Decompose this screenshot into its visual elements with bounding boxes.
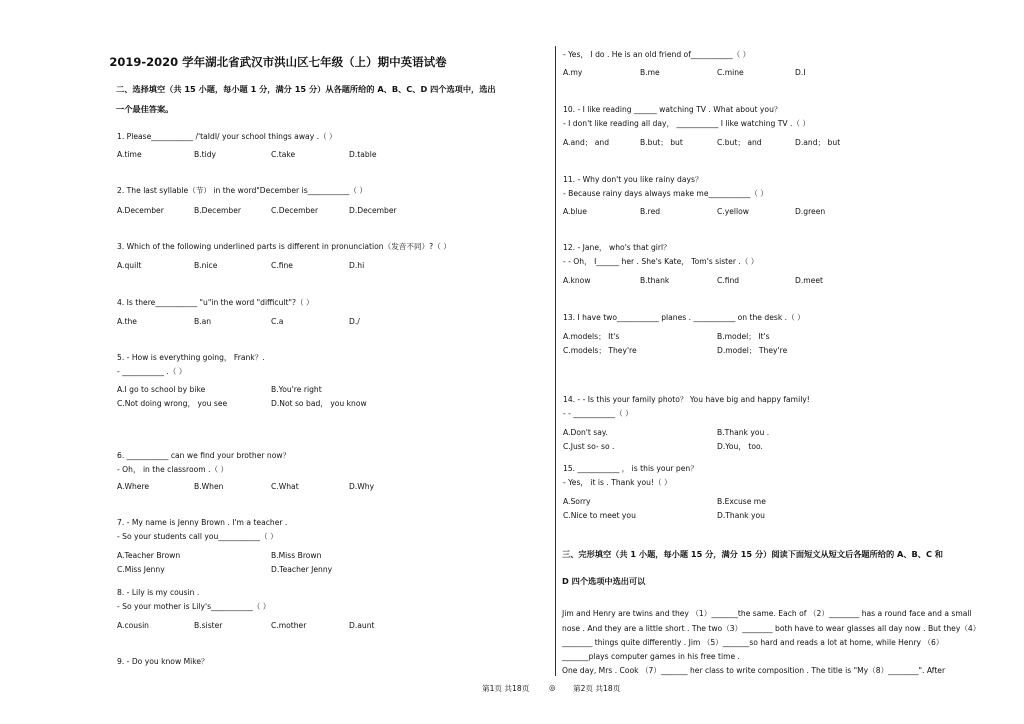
answer-option: D.Why [349, 482, 375, 491]
answer-option: D.hi [349, 261, 365, 270]
question-stem: - Oh， in the classroom .（ ） [117, 465, 229, 474]
answer-option: D.Teacher Jenny [271, 565, 333, 574]
answer-option: C.mine [717, 68, 744, 77]
question-stem: 1. Please___________ /'taIdI/ your school things away .（ ） [117, 132, 337, 141]
question-stem: - Yes， I do . He is an old friend of___________（ ） [563, 50, 751, 59]
answer-option: C.but； and [717, 138, 762, 147]
answer-option: B.thank [640, 276, 670, 285]
question-stem: 12. - Jane， who's that girl？ [563, 243, 671, 252]
answer-option: B.model； It's [717, 332, 770, 341]
answer-option: D.Not so bad， you know [271, 399, 367, 408]
answer-option: C.What [271, 482, 299, 491]
answer-option: C.a [271, 317, 284, 326]
passage-line: ________ things quite differently . Jim （5）_______so hard and reads a lot at home, while Henry （6） [562, 638, 944, 647]
answer-option: B.me [640, 68, 660, 77]
question-stem: 10. - I like reading ______ watching TV . What about you？ [563, 105, 782, 114]
answer-option: A.models； It's [563, 332, 620, 341]
answer-option: C.take [271, 150, 296, 159]
passage-line: nose . And they are a little short . The two（3）________ both have to wear glasses all day now . But they（4） [562, 624, 981, 633]
answer-option: A.cousin [117, 621, 149, 630]
question-stem: 3. Which of the following underlined parts is different in pronunciation（发音不同）?（ ） [117, 242, 451, 251]
section-two-heading-cont: D 四个选项中选出可以 [562, 576, 646, 586]
answer-option: A.and； and [563, 138, 610, 147]
section-two-heading: 三、完形填空（共 1 小题，每小题 15 分，满分 15 分）阅读下面短文从短文后各题所给的 A、B、C 和 [562, 549, 943, 559]
section-one-heading: 二、选择填空（共 15 小题，每小题 1 分，满分 15 分）从各题所给的 A、B、C、D 四个选项中，选出 [116, 84, 496, 94]
question-stem: 5. - How is everything going， Frank？. [117, 353, 265, 362]
answer-option: A.blue [563, 207, 587, 216]
question-stem: - So your students call you___________（ ） [117, 532, 278, 541]
answer-option: B.You're right [271, 385, 322, 394]
section-one-heading-cont: 一个最佳答案。 [116, 104, 174, 114]
answer-option: B.nice [194, 261, 218, 270]
answer-option: B.sister [194, 621, 223, 630]
question-stem: 6. ___________ can we find your brother now？ [117, 451, 291, 460]
question-stem: 4. Is there___________ "u"in the word "difficult"?（ ） [117, 298, 314, 307]
page-title: 2019-2020 学年湖北省武汉市洪山区七年级（上）期中英语试卷 [109, 55, 447, 69]
answer-option: D.model； They're [717, 346, 788, 355]
answer-option: A.quilt [117, 261, 142, 270]
answer-option: B.Miss Brown [271, 551, 322, 560]
answer-option: C.yellow [717, 207, 749, 216]
question-stem: - ___________ .（ ） [117, 367, 187, 376]
question-stem: - So your mother is Lily's___________（ ） [117, 602, 271, 611]
answer-option: A.December [117, 206, 164, 215]
answer-option: A.Sorry [563, 497, 591, 506]
question-stem: 13. I have two___________ planes . ___________ on the desk .（ ） [563, 313, 805, 322]
question-stem: - I don't like reading all day， ___________ I like watching TV .（ ） [563, 119, 811, 128]
answer-option: A.time [117, 150, 142, 159]
answer-option: A.my [563, 68, 583, 77]
answer-option: B.red [640, 207, 661, 216]
question-stem: 15. ___________ ， is this your pen？ [563, 464, 698, 473]
answer-option: D.You， too. [717, 442, 763, 451]
answer-option: D.December [349, 206, 397, 215]
answer-option: C.find [717, 276, 740, 285]
footer-separator: ◎ [549, 683, 556, 692]
answer-option: A.Where [117, 482, 150, 491]
answer-option: A.I go to school by bike [117, 385, 206, 394]
question-stem: 11. - Why don't you like rainy days？ [563, 175, 703, 184]
question-stem: - - ___________（ ） [563, 409, 633, 418]
passage-line: One day, Mrs . Cook （7）_______ her class to write composition . The title is "My（8）________". After [562, 666, 946, 675]
answer-option: C.fine [271, 261, 293, 270]
footer-page-right: 第2页 共18页 [573, 684, 621, 693]
answer-option: D.I [795, 68, 806, 77]
answer-option: B.an [194, 317, 212, 326]
answer-option: D.meet [795, 276, 823, 285]
answer-option: D.Thank you [717, 511, 765, 520]
answer-option: C.Not doing wrong， you see [117, 399, 228, 408]
answer-option: C.Just so- so . [563, 442, 615, 451]
answer-option: B.but； but [640, 138, 683, 147]
question-stem: 8. - Lily is my cousin . [117, 588, 200, 597]
question-stem: - - Oh， I______ her . She's Kate， Tom's sister .（ ） [563, 257, 759, 266]
answer-option: A.know [563, 276, 591, 285]
passage-line: Jim and Henry are twins and they （1）_______the same. Each of （2）________ has a round face and a small [562, 609, 972, 618]
answer-option: D.aunt [349, 621, 375, 630]
answer-option: D./ [349, 317, 360, 326]
question-stem: 7. - My name is Jenny Brown . I'm a teacher . [117, 518, 288, 527]
answer-option: B.When [194, 482, 224, 491]
question-stem: - Because rainy days always make me___________（ ） [563, 189, 768, 198]
answer-option: B.Excuse me [717, 497, 766, 506]
answer-option: C.Miss Jenny [117, 565, 165, 574]
answer-option: A.Don't say. [563, 428, 608, 437]
answer-option: B.December [194, 206, 242, 215]
question-stem: 14. - - Is this your family photo？ You have big and happy family! [563, 395, 810, 404]
answer-option: B.tidy [194, 150, 217, 159]
answer-option: C.Nice to meet you [563, 511, 636, 520]
answer-option: D.green [795, 207, 826, 216]
footer-page-left: 第1页 共18页 [482, 684, 530, 693]
passage-line: _______plays computer games in his free time . [562, 652, 740, 661]
answer-option: C.December [271, 206, 319, 215]
answer-option: A.Teacher Brown [117, 551, 181, 560]
answer-option: D.table [349, 150, 377, 159]
question-stem: 2. The last syllable（节） in the word"December is___________（ ） [117, 186, 368, 195]
question-stem: - Yes， it is . Thank you!（ ） [563, 478, 672, 487]
question-stem: 9. - Do you know Mike？ [117, 657, 209, 666]
answer-option: C.models； They're [563, 346, 637, 355]
answer-option: D.and； but [795, 138, 841, 147]
answer-option: C.mother [271, 621, 307, 630]
answer-option: B.Thank you . [717, 428, 770, 437]
answer-option: A.the [117, 317, 137, 326]
